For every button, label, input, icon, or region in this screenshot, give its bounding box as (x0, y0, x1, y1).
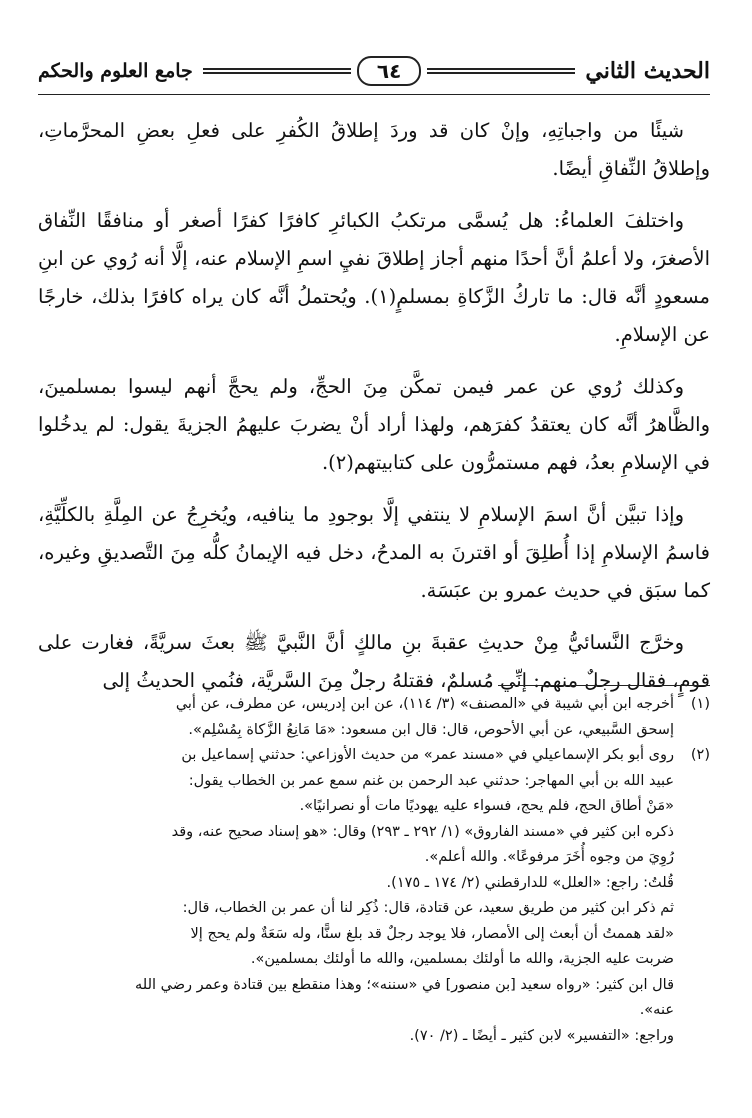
footnote-number: (٢) (690, 747, 710, 763)
section-title: الحديث الثاني (585, 58, 710, 84)
main-text (38, 112, 710, 714)
footnote-line: «مَنْ أطاق الحج، فلم يحج، فسواء عليه يهوديًا مات أو نصرانيًا». (299, 798, 674, 814)
footnote (38, 692, 710, 743)
header-rule-right (427, 68, 575, 74)
footnote (38, 743, 710, 1049)
footnotes (38, 692, 710, 1049)
footnote-line: إسحق السَّبيعي، عن أبي الأحوص، قال: قال ابن مسعود: «مَا مَانِعُ الزَّكاة بِمُسْلِم». (188, 721, 674, 738)
paragraph: وخرَّج النَّسائيُّ مِنْ حديثِ عقبةَ بنِ مالكٍ أنَّ النَّبيَّ ﷺ بعثَ سريَّةً، فغارت على قومٍ، فقال رجلٌ منهم: إنِّي مُسلمٌ، فقتلهُ رجلٌ مِنَ السَّريَّة، فنُمي الحديثُ إلى (38, 631, 710, 692)
paragraph: وكذلك رُوي عن عمر فيمن تمكَّن مِنَ الحجِّ، ولم يحجَّ أنهم ليسوا بمسلمينَ، والظَّاهرُ أنَّه كان يعتقدُ كفرَهم، ولهذا أراد أنْ يضربَ عليهمُ الجزيةَ يقول: لم يدخُلوا في الإسلامِ بعدُ، فهم مستمرُّون على كتابيتهم(٢). (38, 375, 710, 474)
footnote-line: «لقد هممتُ أن أبعث إلى الأمصار، فلا يوجد رجلٌ قد بلغ سنًّا، وله سَعَةٌ ولم يحج إلا (190, 925, 674, 942)
footnote-text (38, 692, 674, 743)
footnote-line: وراجع: «التفسير» لابن كثير ـ أيضًا ـ (٢/ ٧٠). (409, 1027, 674, 1044)
footnote-line: عنه». (639, 1002, 674, 1018)
footnote-line: أخرجه ابن أبي شيبة في «المصنف» (٣/ ١١٤)، عن ابن إدريس، عن مطرف، عن أبي (175, 696, 674, 712)
footnote-text (38, 743, 674, 1049)
footnote-line: قال ابن كثير: «رواه سعيد [بن منصور] في «سننه»؛ وهذا منقطع بين قتادة وعمر رضي الله (135, 976, 674, 993)
footnote-separator (498, 685, 710, 686)
paragraph: شيئًا من واجباتِهِ، وإنْ كان قد وردَ إطلاقُ الكُفرِ على فعلِ بعضِ المحرَّماتِ، وإطلاقُ النِّفاقِ أيضًا. (38, 119, 710, 180)
footnote-line: روى أبو بكر الإسماعيلي في «مسند عمر» من حديث الأوزاعي: حدثني إسماعيل بن (181, 747, 674, 763)
header-ornament (203, 56, 576, 86)
footnote-number: (١) (690, 696, 710, 712)
footnote-line: ذكره ابن كثير في «مسند الفاروق» (١/ ٢٩٢ ـ ٢٩٣) وقال: «هو إسناد صحيح عنه، وقد (171, 823, 674, 840)
footnote-line: ثم ذكر ابن كثير من طريق سعيد، عن قتادة، قال: ذُكِر لنا أن عمر بن الخطاب، قال: (182, 900, 674, 916)
book-title: جامع العلوم والحكم (38, 60, 193, 82)
header-rule-left (203, 68, 351, 74)
footnote-line: عبيد الله بن أبي المهاجر: حدثني عبد الرحمن بن غنم سمع عمر بن الخطاب يقول: (188, 772, 674, 789)
footnote-line: رُوِيَ من وجوه أُخَرَ مرفوعًا». والله أعلم». (424, 849, 674, 865)
paragraph: وإذا تبيَّن أنَّ اسمَ الإسلامِ لا ينتفي إلَّا بوجودِ ما ينافيه، ويُخرِجُ عن المِلَّةِ بالكلِّيَّةِ، فاسمُ الإسلامِ إذا أُطلِقَ أو اقترنَ به المدحُ، دخل فيه الإيمانُ كلُّه مِنَ التَّصديقِ وغيره، كما سبَق في حديث عمرو بن عبَسَة. (38, 503, 710, 602)
page-header (38, 48, 710, 95)
page-number: ٦٤ (357, 56, 421, 86)
footnote-line: قُلتُ: راجع: «العلل» للدارقطني (٢/ ١٧٤ ـ ١٧٥). (386, 874, 674, 891)
paragraph: واختلفَ العلماءُ: هل يُسمَّى مرتكبُ الكبائرِ كافرًا كفرًا أصغر أو منافقًا النِّفاق الأصغرَ، ولا أعلمُ أنَّ أحدًا منهم أجاز إطلاقَ نفيِ اسمِ الإسلام عنه، إلَّا أنه رُوي عن ابنِ مسعودٍ أنَّه قال: ما تاركُ الزَّكاةِ بمسلمٍ(١). ويُحتملُ أنَّه كان يراه كافرًا بذلك، خارجًا عن الإسلامِ. (38, 209, 710, 346)
footnote-line: ضربت عليه الجزية، والله ما أولئك بمسلمين، والله ما أولئك بمسلمين». (250, 951, 674, 967)
